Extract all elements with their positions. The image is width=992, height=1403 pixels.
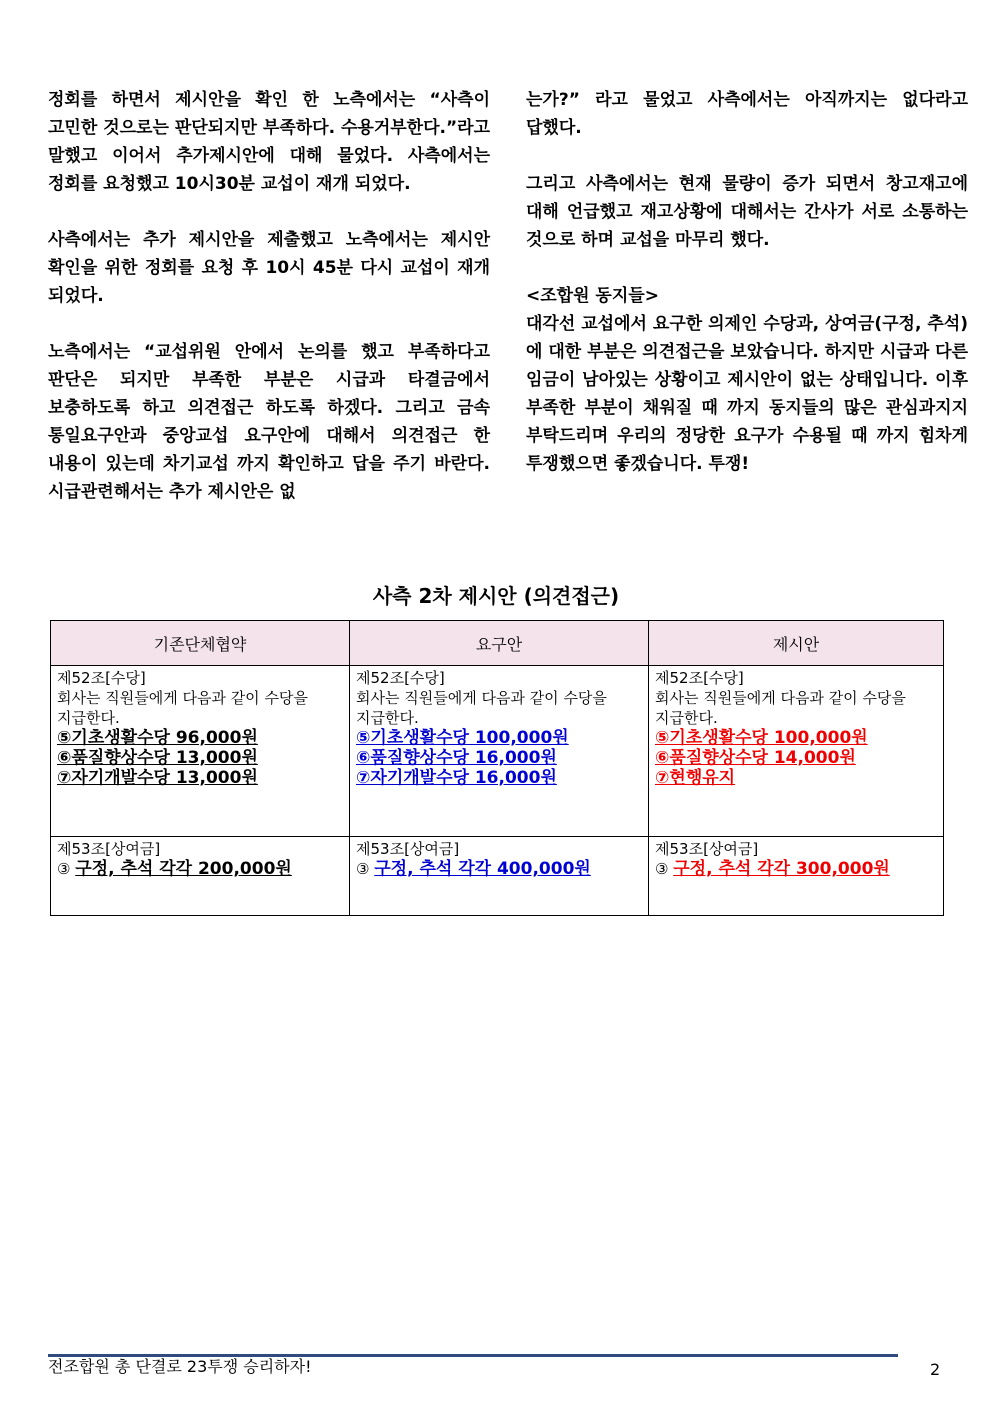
allowance-item: ⑥품질향상수당 14,000원 [655,748,856,768]
cell-existing-allowance [51,666,350,837]
footer-slogan: 전조합원 총 단결로 23투쟁 승리하자! [48,1357,312,1376]
paragraph: 그리고 사측에서는 현재 물량이 증가 되면서 창고재고에 대해 언급했고 재고상황에 대해서는 간사가 서로 소통하는 것으로 하며 교섭을 마무리 했다. [526,174,968,250]
article-title: 제52조[수당] [356,669,445,687]
article-desc: 회사는 직원들에게 다음과 같이 수당을 [57,689,308,707]
article-desc: 지급한다. [356,709,419,727]
header-existing: 기존단체협약 [51,621,350,666]
allowance-item: ⑤기초생활수당 100,000원 [655,728,868,748]
item-number: ③ [57,860,71,878]
table-title: 사측 2차 제시안 (의견접근) [372,584,620,608]
paragraph: 는가?” 라고 물었고 사측에서는 아직까지는 없다라고 답했다. [526,90,968,138]
allowance-item: ⑥품질향상수당 16,000원 [356,748,557,768]
table-row [51,837,944,916]
article-desc: 회사는 직원들에게 다음과 같이 수당을 [655,689,906,707]
article-desc: 지급한다. [655,709,718,727]
item-number: ③ [356,860,370,878]
paragraph: 사측에서는 추가 제시안을 제출했고 노측에서는 제시안 확인을 위한 정회를 요청 후 10시 45분 다시 교섭이 재개 되었다. [48,230,490,306]
paragraph: <조합원 동지들> 대각선 교섭에서 요구한 의제인 수당과, 상여금(구정, 추석)에 대한 부분은 의견접근을 보았습니다. 하지만 시급과 다른 임금이 남아있는 상황이고 제시안이 없는 상태입니다. 이후 부족한 부분이 채워질 때 까지 동지들의 많은 관심과지지 부탁드리며 우리의 정당한 요구가 수용될 때 까지 힘차게 투쟁했으면 좋겠습니다. 투쟁! [526,286,969,474]
paragraph: 노측에서는 “교섭위원 안에서 논의를 했고 부족하다고 판단은 되지만 부족한 부분은 시급과 타결금에서 보충하도록 하고 의견접근 하도록 하겠다. 그리고 금속 통일요구안과 중앙교섭 요구안에 대해서 의견접근 한 내용이 있는데 차기교섭 까지 확인하고 답을 주기 바란다. 시급관련해서는 추가 제시안은 없 [48,342,490,502]
cell-demand-allowance [350,666,649,837]
article-desc: 회사는 직원들에게 다음과 같이 수당을 [356,689,607,707]
table-header-row [51,621,944,666]
table-row [51,666,944,837]
bonus-line [57,859,344,879]
left-text-column [48,86,490,534]
article-desc: 지급한다. [57,709,120,727]
allowance-item: ⑤기초생활수당 96,000원 [57,728,258,748]
allowance-item: ⑥품질향상수당 13,000원 [57,748,258,768]
item-number: ③ [655,860,669,878]
bonus-line [356,859,643,879]
article-title: 제52조[수당] [57,669,146,687]
right-text-column [526,86,968,506]
bonus-amount: 구정, 추석 각각 400,000원 [374,859,591,879]
bonus-line [655,859,938,879]
cell-existing-bonus [51,837,350,916]
header-demand: 요구안 [350,621,649,666]
cell-offer-allowance [649,666,944,837]
allowance-item: ⑦자기개발수당 16,000원 [356,768,557,788]
cell-offer-bonus [649,837,944,916]
page-number: 2 [930,1360,941,1379]
article-title: 제53조[상여금] [57,840,161,858]
paragraph: 정회를 하면서 제시안을 확인 한 노측에서는 “사측이 고민한 것으로는 판단되지만 부족하다. 수용거부한다.”라고 말했고 이어서 추가제시안에 대해 물었다. 사측에서는 정회를 요청했고 10시30분 교섭이 재개 되었다. [48,90,490,194]
article-title: 제52조[수당] [655,669,744,687]
cell-demand-bonus [350,837,649,916]
bonus-amount: 구정, 추석 각각 300,000원 [673,859,890,879]
allowance-item: ⑤기초생활수당 100,000원 [356,728,569,748]
comparison-table [50,620,944,916]
article-title: 제53조[상여금] [356,840,460,858]
header-offer: 제시안 [649,621,944,666]
article-title: 제53조[상여금] [655,840,759,858]
allowance-item: ⑦현행유지 [655,768,736,788]
allowance-item: ⑦자기개발수당 13,000원 [57,768,258,788]
bonus-amount: 구정, 추석 각각 200,000원 [75,859,292,879]
